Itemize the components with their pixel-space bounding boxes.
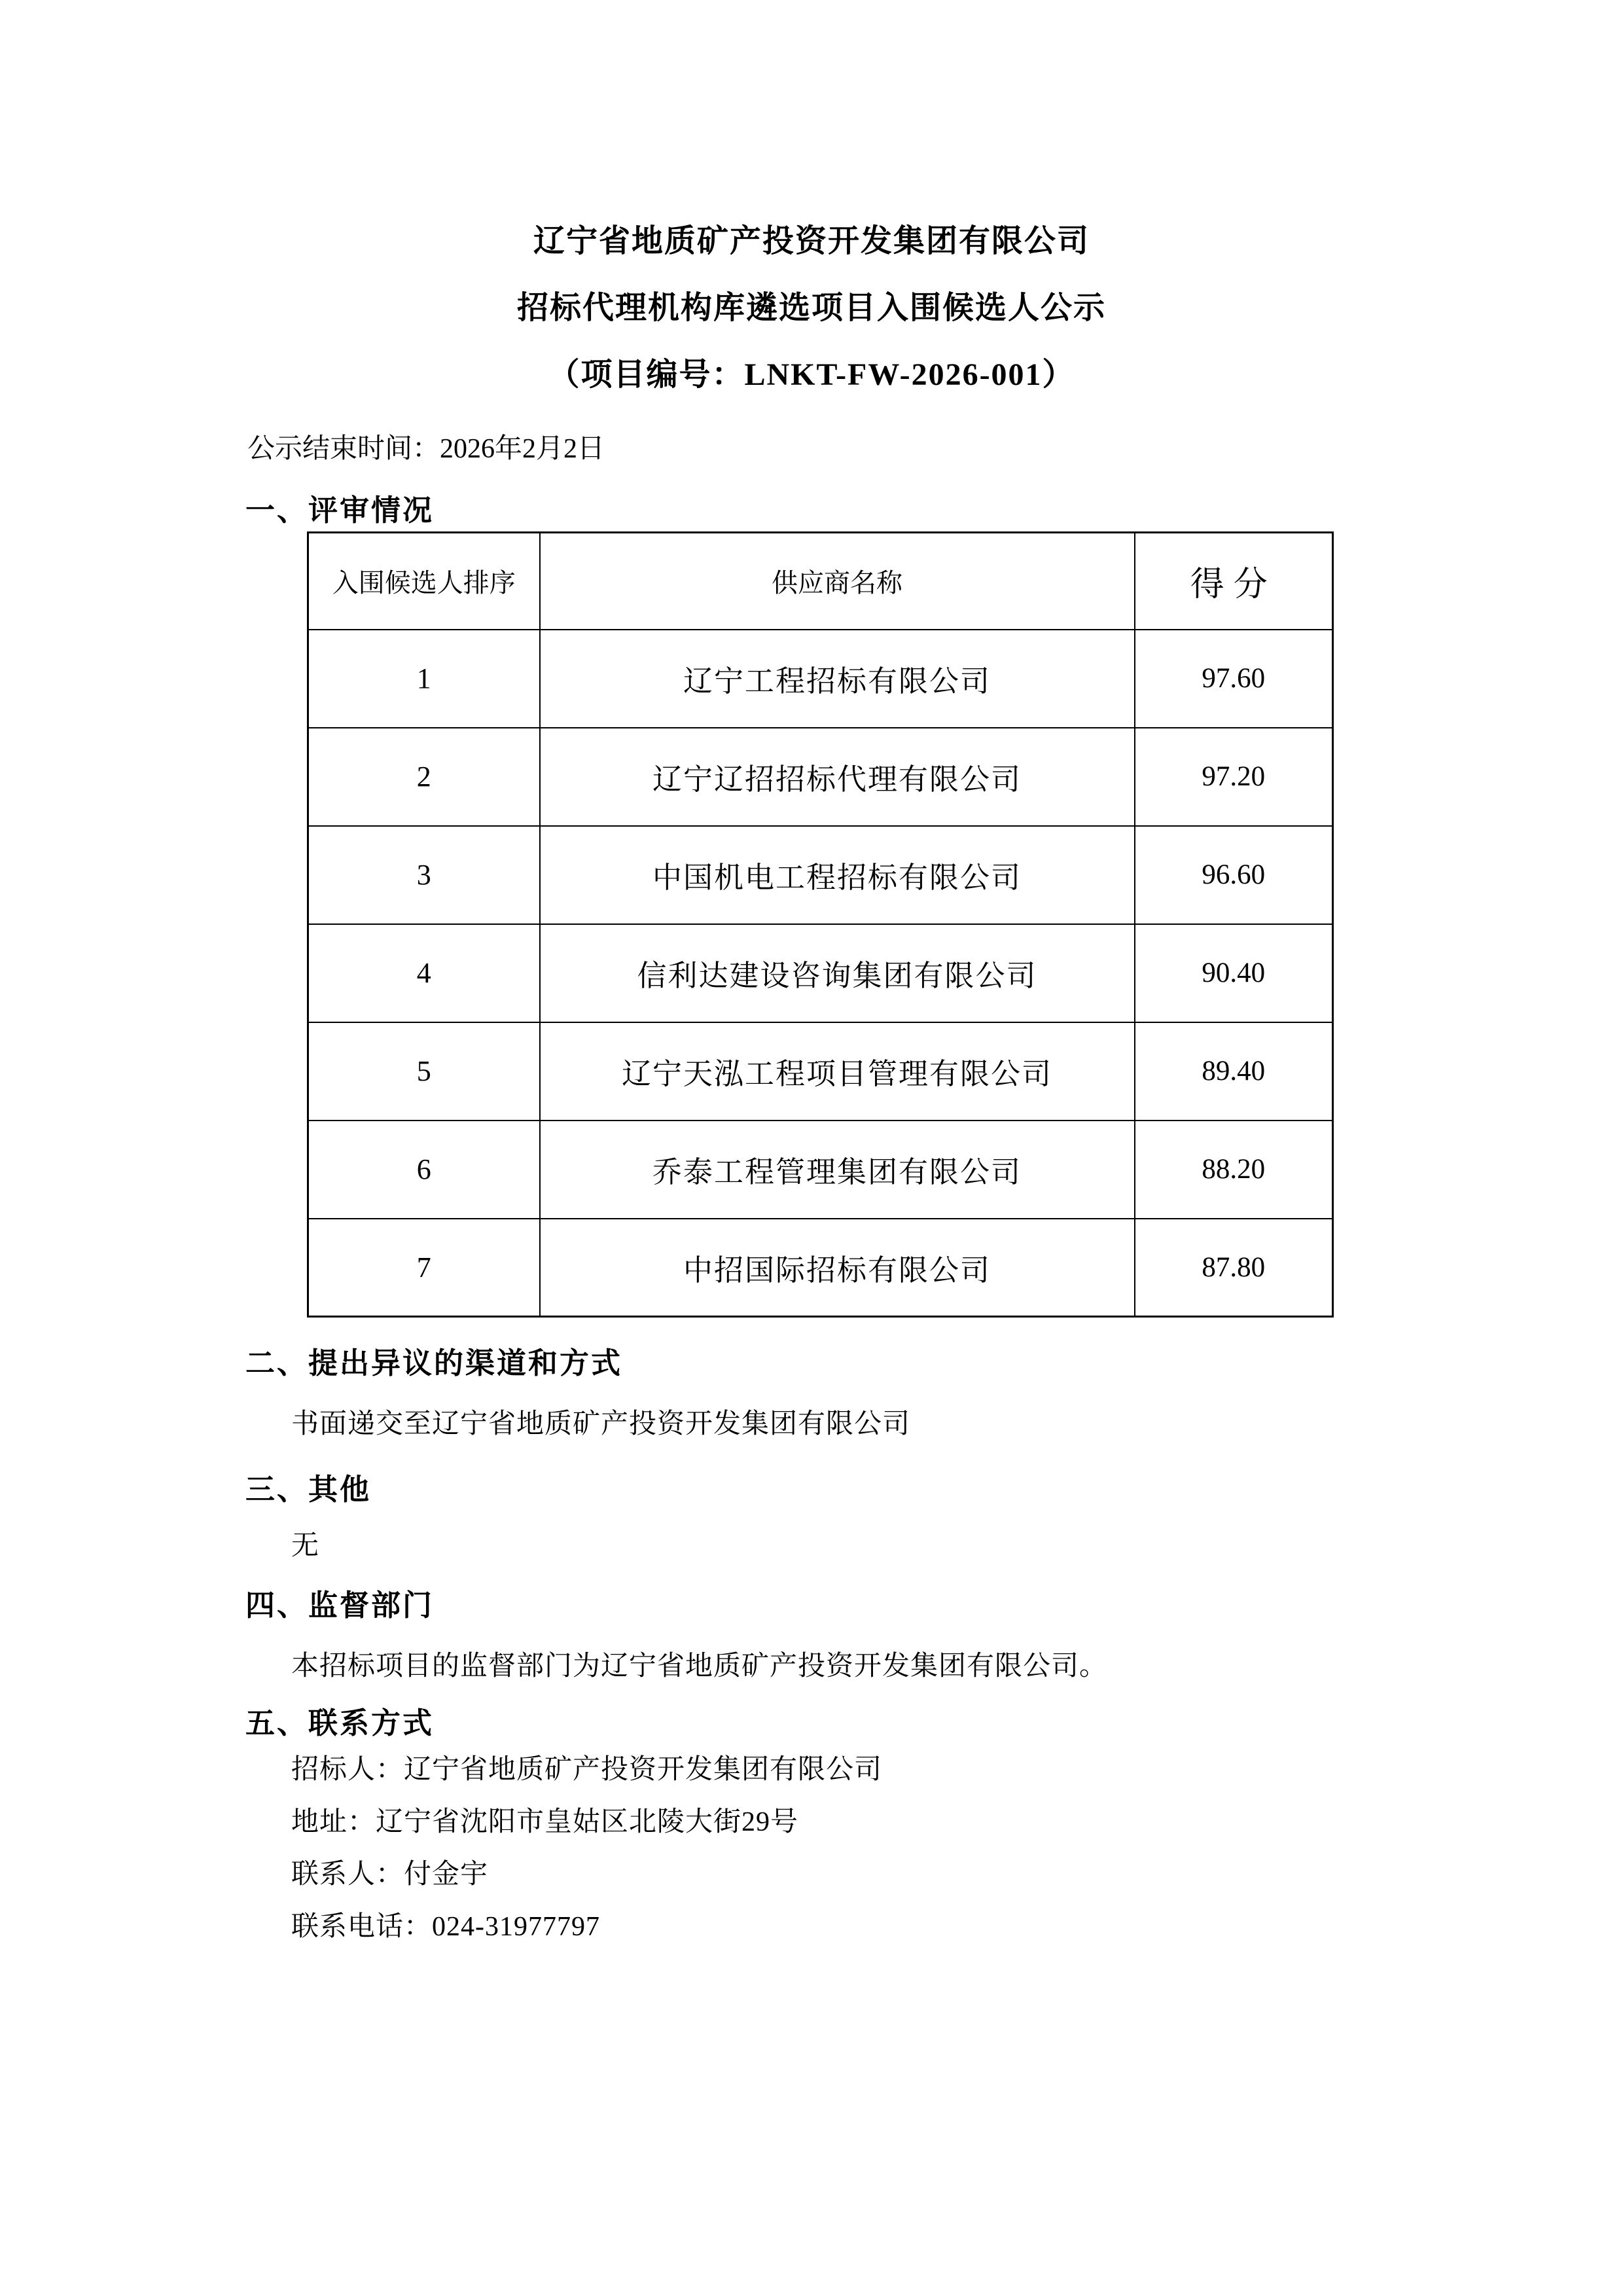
document-title-block [0,208,1623,408]
section-heading-review: 一、评审情况 [245,493,435,527]
contact-person-line: 联系人：付金宇 [291,1859,489,1890]
table-row [308,728,1333,826]
objection-body-text: 书面递交至辽宁省地质矿产投资开发集团有限公司 [291,1409,911,1439]
score-cell: 97.20 [1135,728,1333,826]
address-line: 地址：辽宁省沈阳市皇姑区北陵大街29号 [291,1807,799,1837]
supplier-cell: 乔泰工程管理集团有限公司 [540,1121,1135,1219]
header-rank: 入围候选人排序 [308,533,540,630]
section-heading-contact: 五、联系方式 [245,1706,435,1740]
supplier-cell: 中招国际招标有限公司 [540,1219,1135,1317]
header-score: 得分 [1135,533,1333,630]
rank-cell: 6 [308,1121,540,1219]
rank-cell: 1 [308,630,540,728]
score-cell: 87.80 [1135,1219,1333,1317]
rank-cell: 5 [308,1022,540,1121]
table-row [308,1121,1333,1219]
section-heading-supervision: 四、监督部门 [245,1588,435,1622]
other-body-text: 无 [291,1531,320,1561]
title-line-project: 招标代理机构库遴选项目入围候选人公示 [516,291,1106,325]
score-cell: 88.20 [1135,1121,1333,1219]
header-supplier: 供应商名称 [540,533,1135,630]
table-row [308,1219,1333,1317]
score-cell: 96.60 [1135,826,1333,924]
rank-cell: 2 [308,728,540,826]
title-line-company: 辽宁省地质矿产投资开发集团有限公司 [533,224,1090,259]
table-header-row [308,533,1333,630]
review-result-table [307,531,1334,1318]
rank-cell: 3 [308,826,540,924]
section-heading-objection: 二、提出异议的渠道和方式 [245,1346,623,1380]
publicity-deadline-line: 公示结束时间：2026年2月2日 [247,434,605,464]
score-cell: 90.40 [1135,924,1333,1022]
supplier-cell: 辽宁天泓工程项目管理有限公司 [540,1022,1135,1121]
rank-cell: 4 [308,924,540,1022]
supplier-cell: 信利达建设咨询集团有限公司 [540,924,1135,1022]
section-heading-other: 三、其他 [245,1473,372,1506]
contact-phone-line: 联系电话：024-31977797 [291,1912,600,1942]
score-cell: 89.40 [1135,1022,1333,1121]
supplier-cell: 辽宁辽招招标代理有限公司 [540,728,1135,826]
title-line-project-number: （项目编号：LNKT-FW-2026-001） [548,357,1075,392]
supervision-body-text: 本招标项目的监督部门为辽宁省地质矿产投资开发集团有限公司。 [291,1651,1108,1681]
bidder-line: 招标人：辽宁省地质矿产投资开发集团有限公司 [291,1755,883,1785]
supplier-cell: 辽宁工程招标有限公司 [540,630,1135,728]
table-row [308,630,1333,728]
score-cell: 97.60 [1135,630,1333,728]
supplier-cell: 中国机电工程招标有限公司 [540,826,1135,924]
table-row [308,826,1333,924]
rank-cell: 7 [308,1219,540,1317]
table-row [308,1022,1333,1121]
table-row [308,924,1333,1022]
